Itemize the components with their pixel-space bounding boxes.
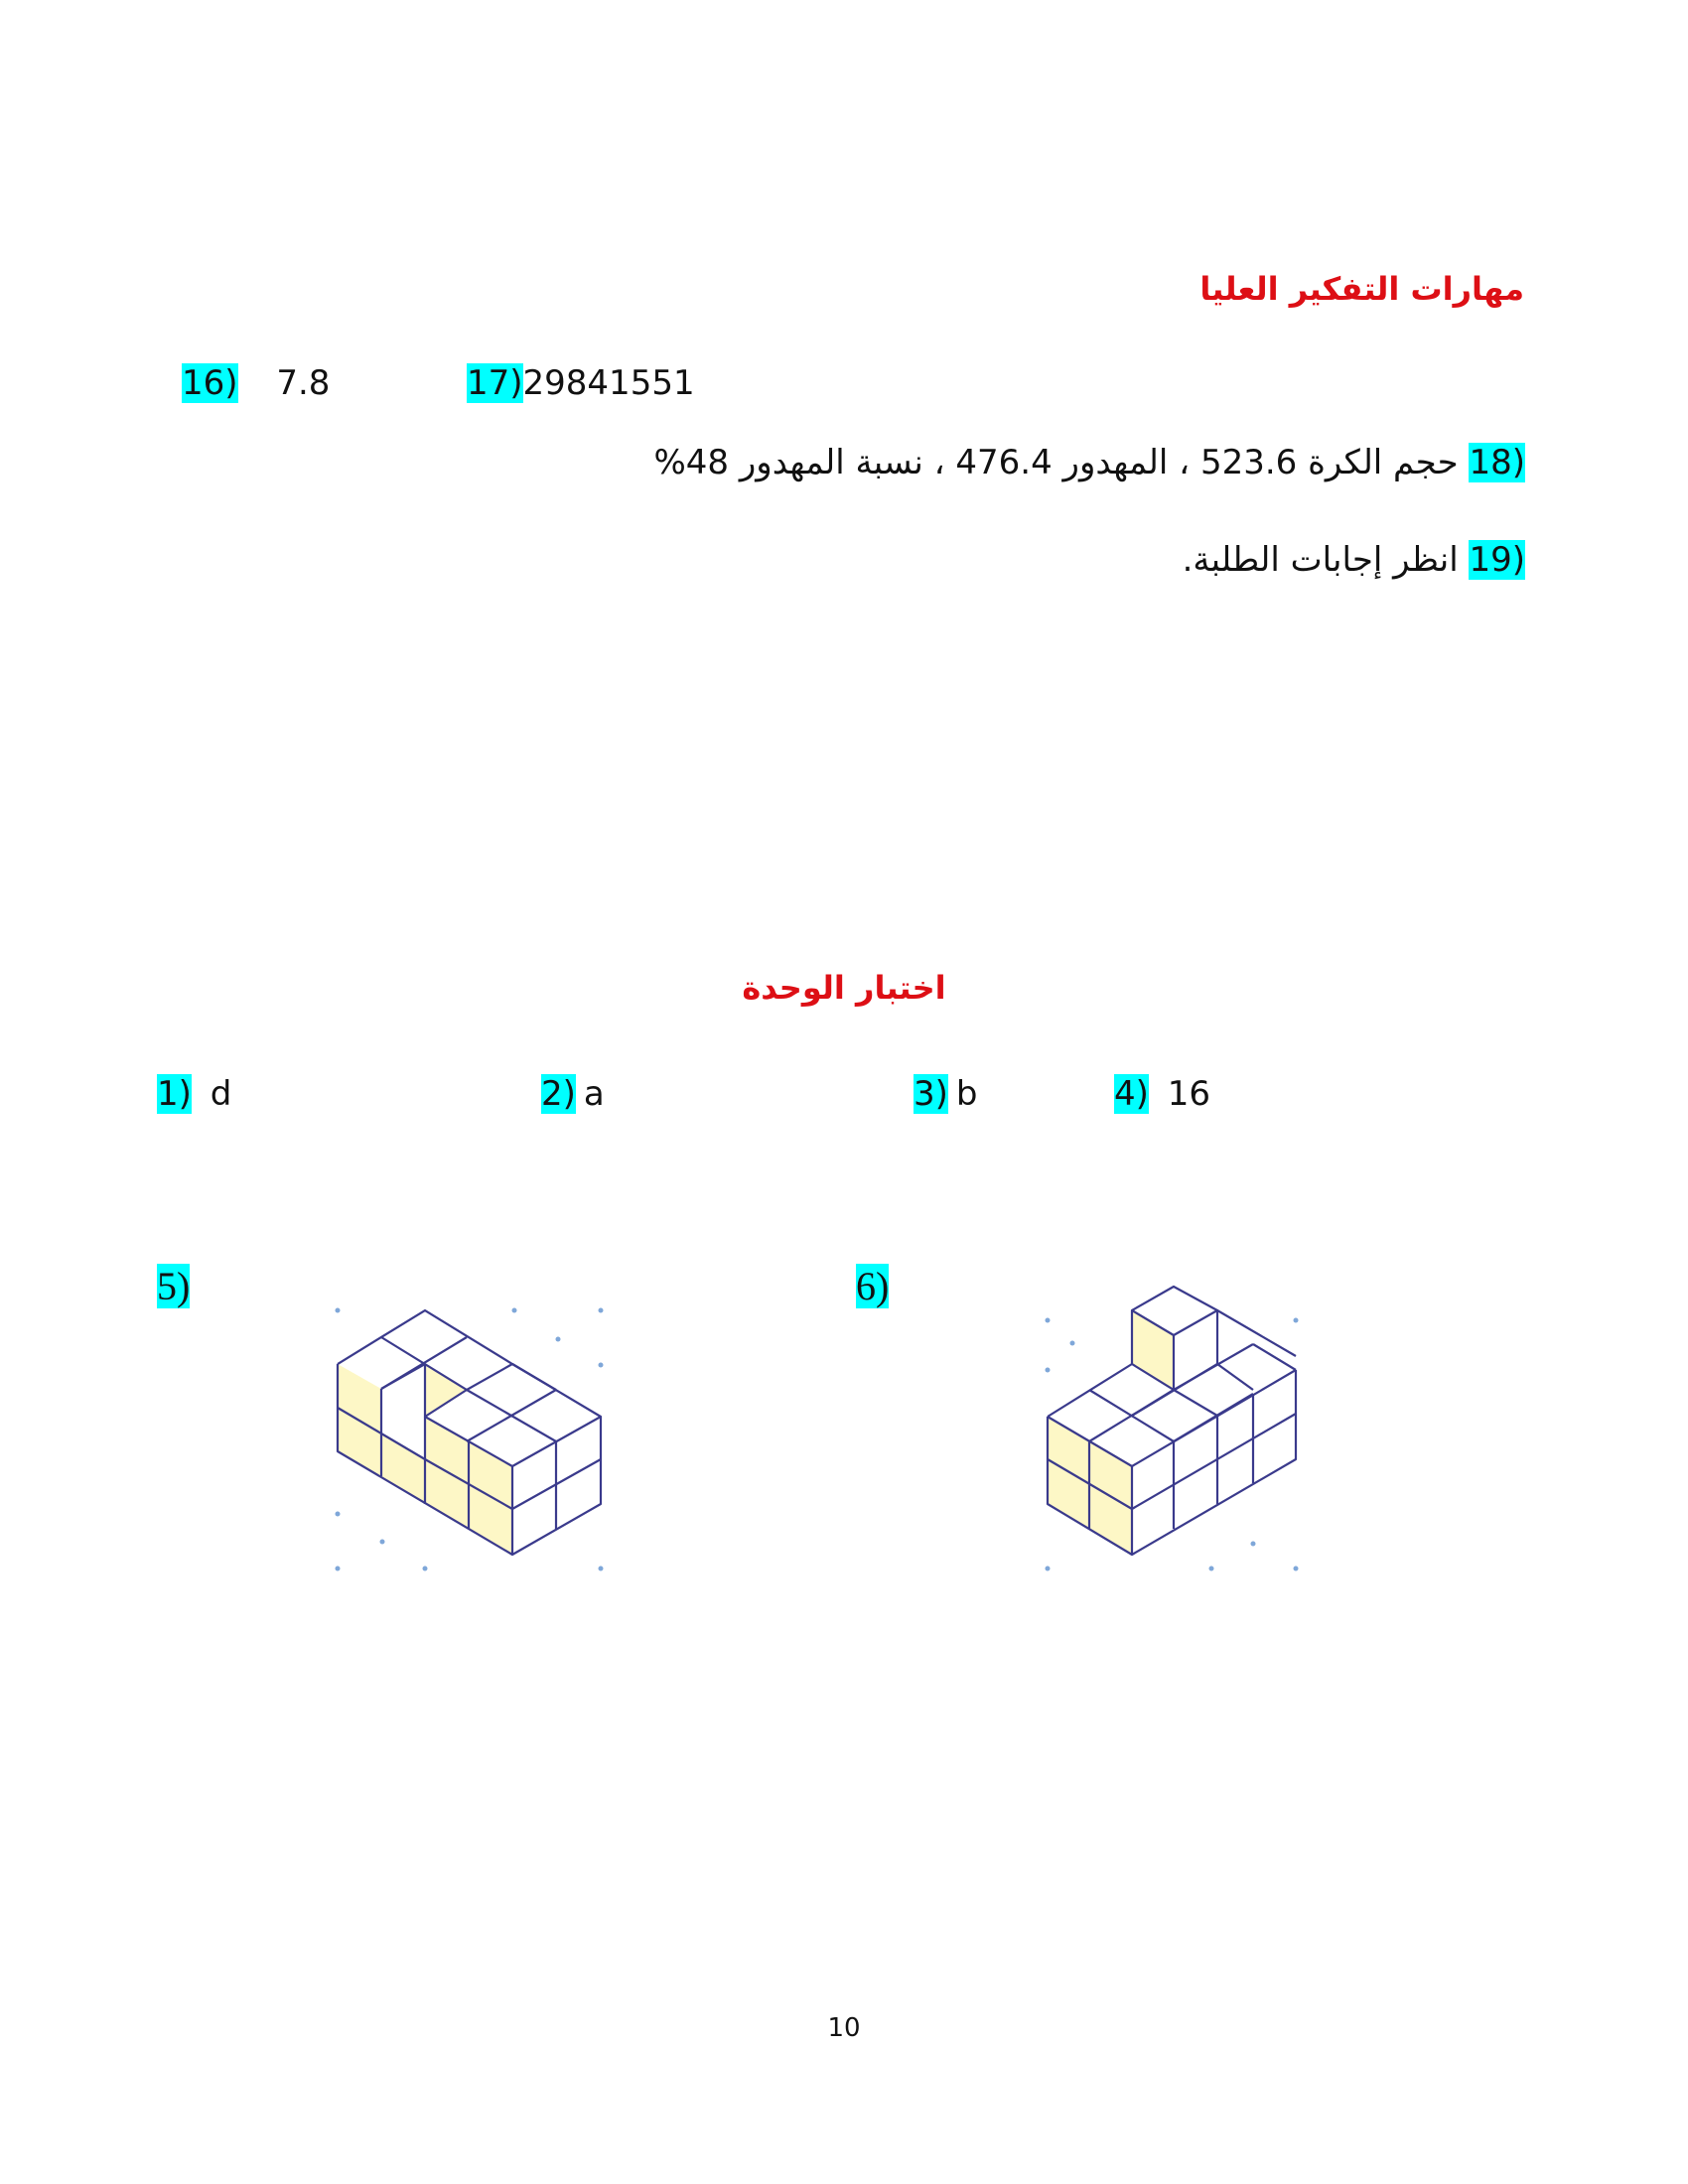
- answer-17: [467, 359, 695, 407]
- unit-question-number-1: 1): [157, 1074, 192, 1114]
- unit-question-number-3: 3): [914, 1074, 948, 1114]
- question-number-18: 18): [1469, 443, 1525, 482]
- question-number-17: 17): [467, 363, 523, 403]
- section-heading-higher-thinking: مهارات التفكير العليا: [1199, 270, 1524, 308]
- isometric-figure-5: [328, 1300, 616, 1578]
- unit-question-number-5: [157, 1261, 190, 1312]
- unit-answer-3-value: b: [955, 1074, 978, 1114]
- unit-answer-3: [914, 1070, 978, 1118]
- unit-question-number-2: 2): [541, 1074, 576, 1114]
- unit-question-number-6: [856, 1261, 889, 1312]
- unit-answer-1-value: d: [210, 1074, 232, 1114]
- answer-19: [1183, 536, 1525, 584]
- answer-16-value: 7.8: [276, 363, 331, 403]
- question-number-19: 19): [1469, 540, 1525, 580]
- unit-answer-4: [1114, 1070, 1210, 1118]
- answer-16: [182, 359, 330, 407]
- unit-answer-1: [157, 1070, 231, 1118]
- answer-19-text: انظر إجابات الطلبة.: [1182, 540, 1459, 580]
- section-heading-unit-test: اختبار الوحدة: [742, 969, 946, 1007]
- isometric-figure-6: [1038, 1291, 1311, 1578]
- answer-18-text: حجم الكرة 523.6 ، المهدور 476.4 ، نسبة المهدور 48%: [653, 443, 1459, 482]
- unit-question-number-4: 4): [1114, 1074, 1149, 1114]
- unit-question-5-label: 5): [157, 1264, 191, 1308]
- answer-17-value: 29841551: [522, 363, 695, 403]
- yellow-faces-6: [1048, 1310, 1174, 1555]
- question-number-16: 16): [182, 363, 238, 403]
- unit-answer-2: [541, 1070, 605, 1118]
- page-number: 10: [827, 2013, 861, 2043]
- unit-question-6-label: 6): [856, 1264, 890, 1308]
- unit-answer-4-value: 16: [1167, 1074, 1210, 1114]
- answer-18: [653, 439, 1525, 486]
- unit-answer-2-value: a: [583, 1074, 605, 1114]
